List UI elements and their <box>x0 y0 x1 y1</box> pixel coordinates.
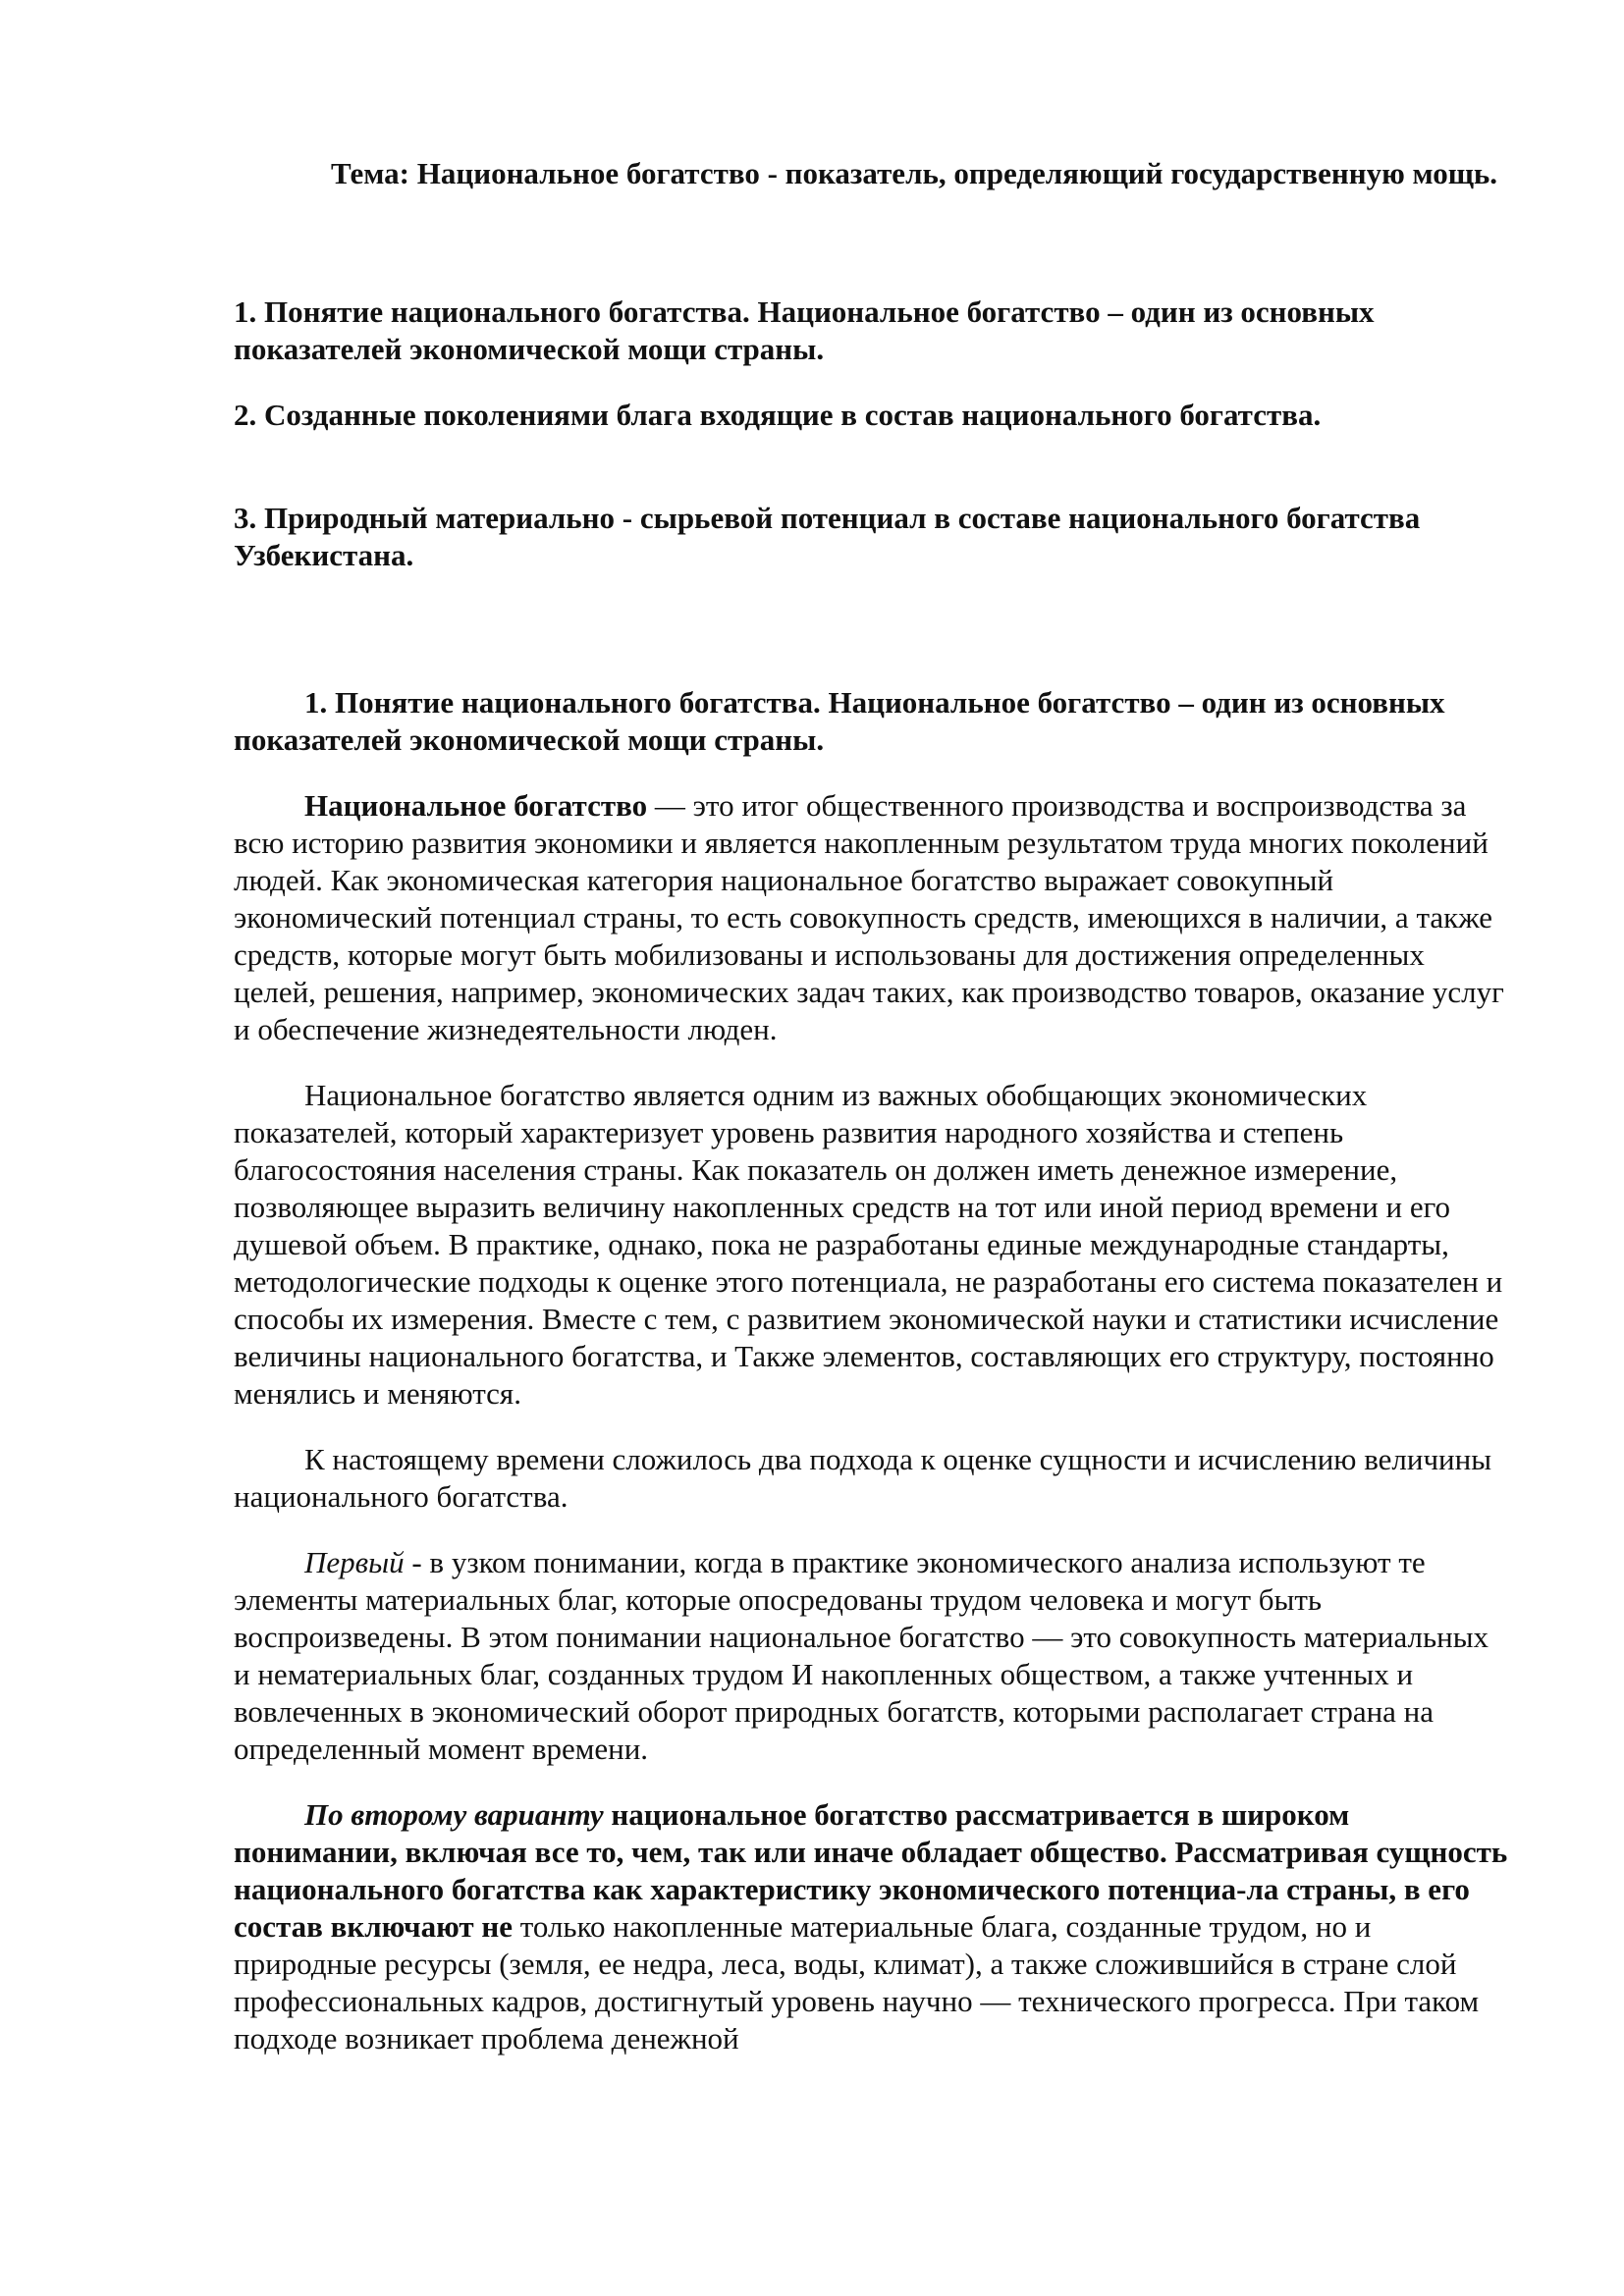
document-body <box>234 155 1510 2086</box>
paragraph-second-approach <box>234 1796 1510 2057</box>
plan-item-3: 3. Природный материально - сырьевой потенциал в составе национального богатства Узбекистана. <box>234 501 1421 572</box>
term-national-wealth: Национальное богатство <box>304 788 648 823</box>
plan-item-1: 1. Понятие национального богатства. Национальное богатство – один из основных показателей экономической мощи страны. <box>234 294 1375 366</box>
first-approach-text: - в узком понимании, когда в практике экономического анализа используют те элементы материальных благ, которые опосредованы трудом человека и могут быть воспроизведены. В этом понимании национальное богатство — это совокупность материальных и нематериальных благ, созданных трудом И накопленных обществом, а также учтенных и вовлеченных в экономический оборот природных богатств, которыми располагает страна на определенный момент времени. <box>234 1545 1489 1766</box>
second-approach-text: только накопленные материальные блага, созданные трудом, но и природные ресурсы (земля, ее недра, леса, воды, климат), а также сложившийся в стране слой профессиональных кадров, достигнутый уровень научно — технического прогресса. При таком подходе возникает проблема денежной <box>234 1909 1480 2056</box>
paragraph-definition-text: — это итог общественного производства и воспроизводства за всю историю развития экономики и является накопленным результатом труда многих поколений людей. Как экономическая категория национальное богатство выражает совокупный экономический потенциал страны, то есть совокупность средств, имеющихся в наличии, а также средств, которые могут быть мобилизованы и использованы для достижения определенных целей, решения, например, экономических задач таких, как производство товаров, оказание услуг и обеспечение жизнедеятельности люден. <box>234 788 1504 1046</box>
second-approach-lead: По второму варианту <box>304 1797 604 1832</box>
second-approach-bold-text: национальное богатство рассматривается в широком понимании, включая все то, чем, так или иначе обладает общество. Рассматривая сущность национального богатства как характеристику экономического потенциа-ла страны, в его состав включают не <box>234 1797 1508 1944</box>
first-approach-lead: Первый <box>304 1545 405 1579</box>
document-title: Тема: Национальное богатство - показатель, определяющий государственную мощь. <box>331 156 1498 190</box>
paragraph-indicator: Национальное богатство является одним из важных обобщающих экономических показателей, который характеризует уровень развития народного хозяйства и степень благосостояния населения страны. Как показатель он должен иметь денежное измерение, позволяющее выразить величину накопленных средств на тот или иной период времени и его душевой объем. В практике, однако, пока не разработаны единые международные стандарты, методологические подходы к оценке этого потенциала, не разработаны его система показателен и способы их измерения. Вместе с тем, с развитием экономической науки и статистики исчисление величины национального богатства, и Также элементов, составляющих его структуру, постоянно менялись и меняются. <box>234 1078 1503 1411</box>
paragraph-approaches: К настоящему времени сложилось два подхода к оценке сущности и исчислению величины национального богатства. <box>234 1442 1492 1514</box>
paragraph-first-approach <box>234 1544 1510 1768</box>
plan-item-2: 2. Созданные поколениями блага входящие в состав национального богатства. <box>234 398 1322 432</box>
section-heading: 1. Понятие национального богатства. Национальное богатство – один из основных показателей экономической мощи страны. <box>234 685 1445 757</box>
paragraph-definition <box>234 787 1510 1048</box>
